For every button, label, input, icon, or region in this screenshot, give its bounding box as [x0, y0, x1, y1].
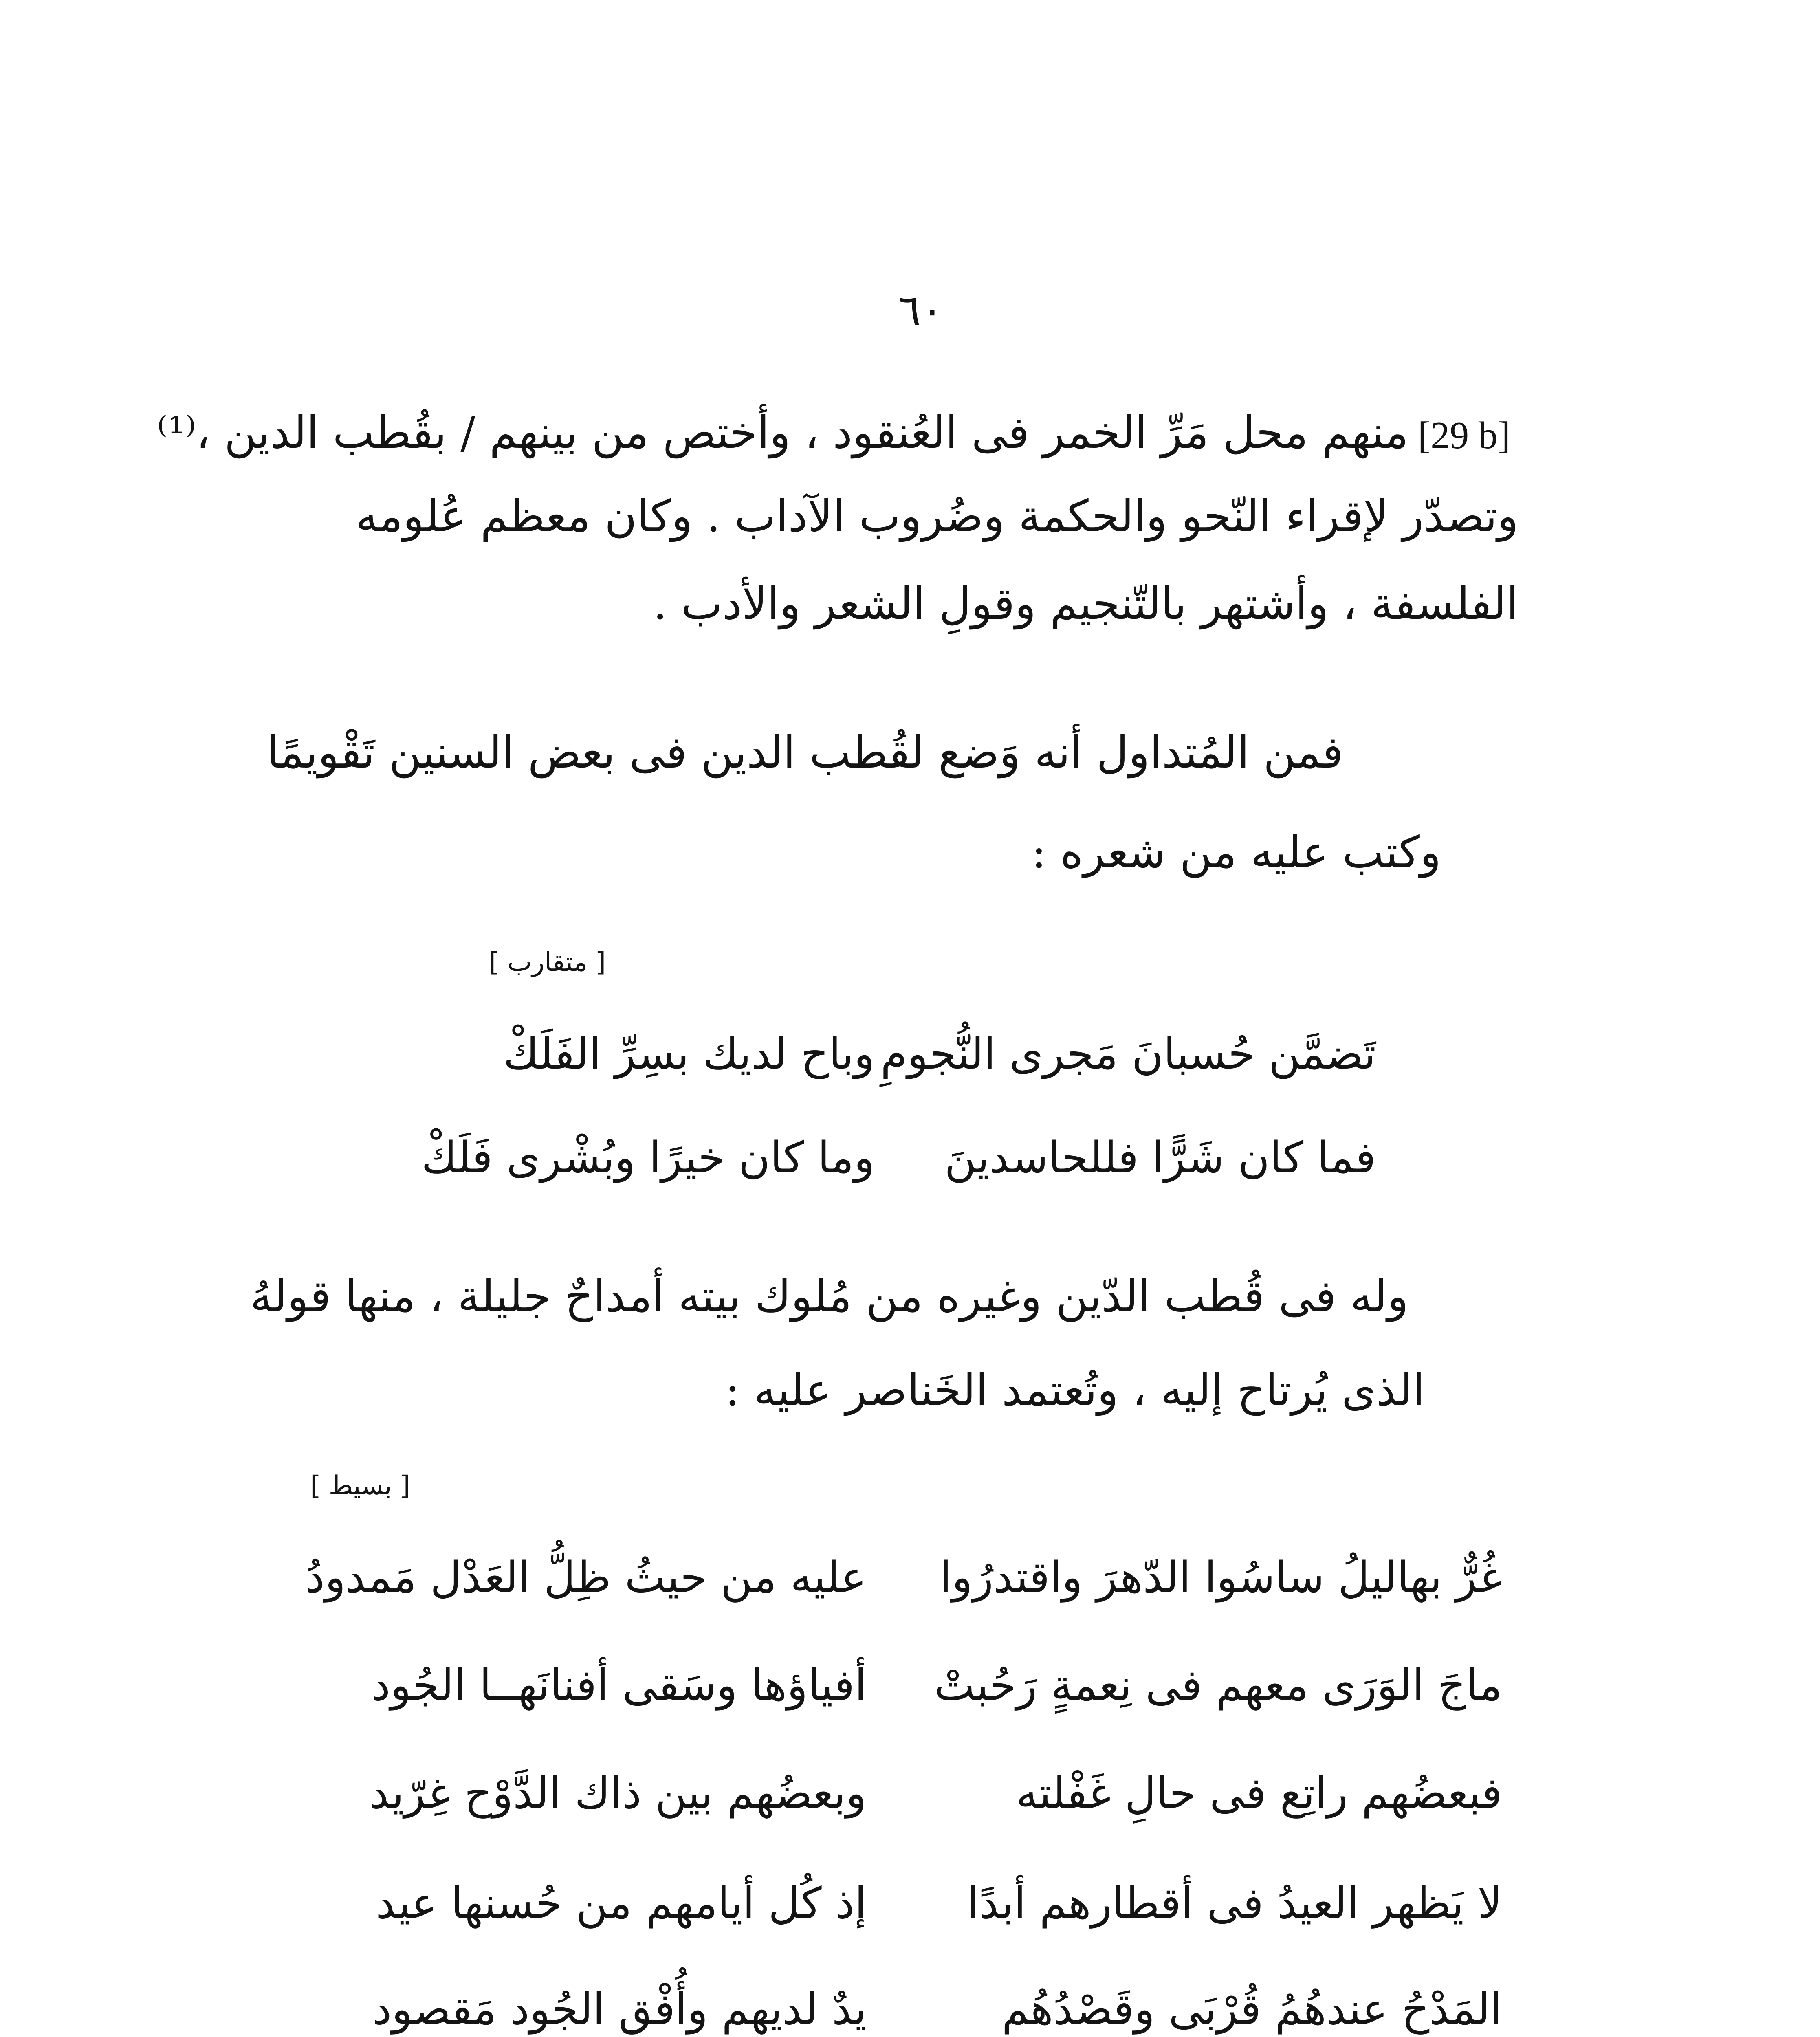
folio-reference: [29 b]	[1417, 414, 1510, 457]
paragraph-2-line-1: فمن المُتداول أنه وَضع لقُطب الدين فى بعض السنين تَقْويمًا	[266, 727, 1343, 778]
poem-1-verse-2-second-half: وما كان خيرًا وبُشْرى فَلَكْ	[421, 1133, 875, 1183]
page-number: ٦٠	[898, 285, 944, 335]
poem-2-verse-1-first-half: غُرٌّ بهاليلُ ساسُوا الدّهرَ واقتدرُوا	[940, 1552, 1502, 1602]
poem-1-verse-2-first-half: فما كان شَرًّا فللحاسدينَ	[944, 1133, 1376, 1183]
poem-2-verse-4-second-half: إذ كُل أيامهم من حُسنها عيد	[376, 1878, 867, 1928]
poem-2-verse-5-second-half: يدٌ لديهم وأُفْق الجُود مَقصود	[372, 1984, 867, 2034]
paragraph-3-line-2: الذى يُرتاح إليه ، وتُعتمد الخَناصر عليه :	[725, 1365, 1425, 1416]
poem-1-verse-1-first-half: تَضمَّن حُسبانَ مَجرى النُّجومِ	[880, 1029, 1376, 1079]
poem-2-verse-3-first-half: فبعضُهم راتِع فى حالِ غَفْلته	[1016, 1768, 1502, 1818]
poem-2-verse-2-second-half: أفياؤها وسَقى أفنانَهــا الجُود	[371, 1660, 867, 1710]
paragraph-3-line-1: وله فى قُطب الدّين وغيره من مُلوك بيته أمداحٌ جليلة ، منها قولهُ	[250, 1271, 1408, 1322]
poem-2-verse-3-second-half: وبعضُهم بين ذاك الدَّوْح غِرّيد	[369, 1768, 867, 1818]
poem-2-verse-4-first-half: لا يَظهر العيدُ فى أقطارهم أبدًا	[967, 1878, 1502, 1928]
paragraph-1-line-2: وتصدّر لإقراء النّحو والحكمة وضُروب الآداب . وكان معظم عُلومه	[356, 491, 1519, 542]
poem-2-verse-1-second-half: عليه من حيثُ ظِلُّ العَدْل مَمدودُ	[306, 1552, 867, 1602]
poem-2-verse-2-first-half: ماجَ الوَرَى معهم فى نِعمةٍ رَحُبتْ	[934, 1660, 1502, 1710]
meter-label-mutaqarib: [ متقارب ]	[489, 947, 606, 977]
poem-2-verse-5-first-half: المَدْحُ عندهُمُ قُرْبَى وقَصْدُهُم	[1001, 1984, 1502, 2034]
meter-label-basit: [ بسيط ]	[310, 1471, 410, 1501]
paragraph-1-line-1: منهم محل مَرِّ الخمر فى العُنقود ، وأختص من بينهم / بقُطب الدين ،⁽¹⁾	[156, 407, 1408, 458]
poem-1-verse-1-second-half: وباح لديك بسِرِّ الفَلَكْ	[503, 1029, 875, 1079]
paragraph-2-line-2: وكتب عليه من شعره :	[1031, 827, 1441, 878]
paragraph-1-line-3: الفلسفة ، وأشتهر بالتّنجيم وقولِ الشعر والأدب .	[653, 579, 1519, 629]
